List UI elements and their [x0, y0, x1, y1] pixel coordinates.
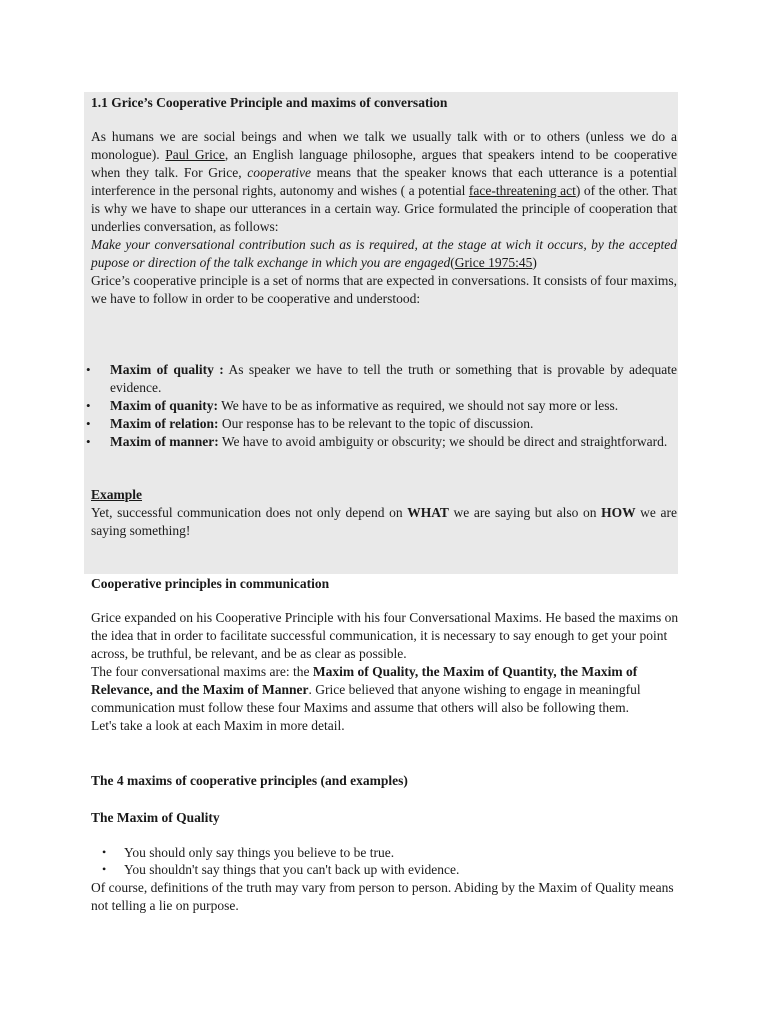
maxim-description: As speaker we have to tell the truth or something that is provable by adequate evidence.: [110, 362, 677, 395]
paul-grice-link[interactable]: Paul Grice: [165, 147, 225, 162]
section-3-heading-block: [91, 772, 677, 790]
intro-text-a: As humans we are social beings and when we talk we usually talk with or to others (unless we do a monologue).: [91, 129, 677, 162]
bullet-icon: •: [86, 416, 91, 431]
section-2-text-a: The four conversational maxims are: the: [91, 664, 313, 679]
intro-italic-cooperative: cooperative: [247, 165, 311, 180]
bullet-icon: •: [86, 398, 91, 413]
list-item: [0, 415, 677, 433]
grice-1975-citation-link[interactable]: Grice 1975:45: [454, 255, 533, 270]
list-item: [0, 361, 677, 397]
bullet-icon: •: [86, 362, 91, 377]
example-heading: Example: [91, 487, 143, 502]
quality-rule: You should only say things you believe to be true.: [124, 845, 395, 860]
maxim-description: Our response has to be relevant to the topic of discussion.: [218, 416, 534, 431]
section-2-body: [91, 609, 681, 735]
face-threatening-act-link[interactable]: face-threatening act: [468, 183, 576, 198]
section-1-title: 1.1 Grice’s Cooperative Principle and maxims of conversation: [91, 95, 448, 110]
example-text-c: we are saying something!: [91, 505, 677, 538]
section-3-title: The 4 maxims of cooperative principles (and examples): [91, 773, 408, 788]
cooperative-principle-summary: Grice’s cooperative principle is a set of norms that are expected in conversations. It consists of four maxims, we have to follow in order to be cooperative and understood:: [91, 273, 677, 306]
grice-quote: Make your conversational contribution such as is required, at the stage at wich it occurs, by the accepted pupose or direction of the talk exchange in which you are engaged: [91, 237, 677, 270]
intro-text-d: ) of the other. That is why we have to shape our utterances in a certain way. Grice formulated the principle of cooperation that underlies conversation, as follows:: [91, 183, 677, 234]
maxim-description: We have to be as informative as required, we should not say more or less.: [218, 398, 619, 413]
maxim-label: Maxim of quanity:: [110, 398, 218, 413]
example-text-b: we are saying but also on: [448, 505, 602, 520]
section-2-text-b: . Grice believed that anyone wishing to engage in meaningful communication must follow these four Maxims and assume that others will also be following them.: [91, 682, 641, 715]
list-item: [0, 844, 677, 861]
section-1-intro-paragraph: [91, 128, 677, 308]
maxim-description: We have to avoid ambiguity or obscurity; we should be direct and straightforward.: [218, 434, 668, 449]
intro-text-b: , an English language philosophe, argues that speakers intend to be cooperative when they talk. For Grice,: [91, 147, 677, 180]
example-what: WHAT: [407, 505, 449, 520]
maxim-of-quality-heading-block: [91, 809, 677, 827]
maxim-label: Maxim of quality :: [110, 362, 224, 377]
list-item: [0, 433, 677, 451]
quote-cite-open: (: [450, 255, 455, 270]
maxim-label: Maxim of relation:: [110, 416, 219, 431]
quality-bullet-list: [0, 844, 677, 878]
bullet-icon: •: [102, 845, 107, 859]
section-2-paragraph-3: Let's take a look at each Maxim in more detail.: [91, 718, 345, 733]
quote-cite-close: ): [532, 255, 537, 270]
section-3-paragraph-block: [91, 879, 681, 915]
quality-rule: You shouldn't say things that you can't back up with evidence.: [124, 862, 460, 877]
maxims-bullet-list: [0, 361, 677, 451]
list-item: [0, 861, 677, 878]
maxim-label: Maxim of manner:: [110, 434, 219, 449]
example-how: HOW: [601, 505, 636, 520]
section-2-title: Cooperative principles in communication: [91, 576, 330, 591]
section-2-paragraph-1: Grice expanded on his Cooperative Principle with his four Conversational Maxims. He based the maxims on the idea that in order to facilitate successful communication, it is necessary to say enough to get your point across, be truthful, be relevant, and be as clear as possible.: [91, 610, 679, 661]
maxim-of-quality-subtitle: The Maxim of Quality: [91, 810, 220, 825]
section-1-heading-block: [91, 94, 677, 112]
example-text-a: Yet, successful communication does not only depend on: [91, 505, 408, 520]
section-3-paragraph: Of course, definitions of the truth may vary from person to person. Abiding by the Maxim of Quality means not telling a lie on purpose.: [91, 880, 674, 913]
section-2-paragraph-2: [91, 663, 681, 717]
intro-text-c: means that the speaker knows that each utterance is a potential interference in the personal rights, autonomy and wishes ( a potential: [91, 165, 677, 198]
example-block: [91, 486, 677, 540]
four-maxims-bold: Maxim of Quality, the Maxim of Quantity, the Maxim of Relevance, and the Maxim of Manner: [91, 664, 638, 697]
bullet-icon: •: [102, 862, 107, 876]
list-item: [0, 397, 677, 415]
section-2-heading-block: [91, 575, 677, 593]
bullet-icon: •: [86, 434, 91, 449]
